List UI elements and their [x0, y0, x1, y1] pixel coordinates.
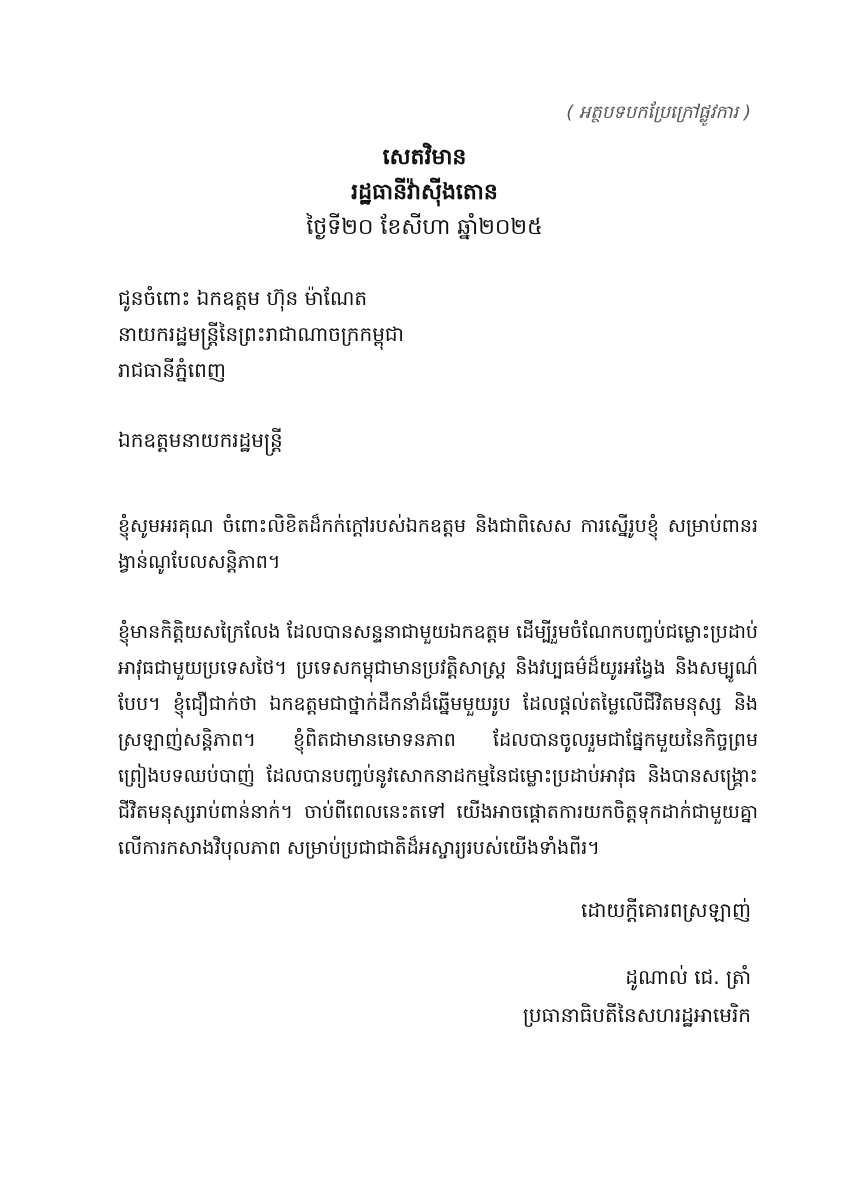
recipient-line-2: នាយករដ្ឋមន្ត្រីនៃព្រះរាជាណាចក្រកម្ពុជា	[118, 322, 404, 346]
salutation: ឯកឧត្តមនាយករដ្ឋមន្ត្រី	[118, 428, 283, 452]
closing-phrase: ដោយក្ដីគោរពស្រឡាញ់	[580, 898, 751, 922]
letter-header	[0, 140, 849, 245]
recipient-line-3: រាជធានីភ្នំពេញ	[118, 358, 226, 382]
header-city: រដ្ឋធានីវ៉ាស៊ីងតោន	[351, 180, 498, 205]
body-paragraph-2: ខ្ញុំមានកិត្តិយសក្រៃលែង ដែលបានសន្ទនាជាមួយឯកឧត្តម ដើម្បីរួមចំណែកបញ្ចប់ជម្លោះប្រដាប់អាវុធជាមួយប្រទេសថៃ។ ប្រទេសកម្ពុជាមានប្រវត្តិសាស្ត្រ និងវប្បធម៌ដ៏យូរអង្វែង និងសម្បូណ៌បែប។ ខ្ញុំជឿជាក់ថា ឯកឧត្តមជាថ្នាក់ដឹកនាំដ៏ឆ្នើមមួយរូប ដែលផ្ដល់តម្លៃលើជីវិតមនុស្ស និងស្រឡាញ់សន្តិភាព។ ខ្ញុំពិតជាមានមោទនភាព ដែលបានចូលរួមជាផ្នែកមួយនៃកិច្ចព្រមព្រៀងបទឈប់បាញ់ ដែលបានបញ្ចប់នូវសោកនាដកម្មនៃជម្លោះប្រដាប់អាវុធ និងបានសង្គ្រោះជីវិតមនុស្សរាប់ពាន់នាក់។ ចាប់ពីពេលនេះតទៅ យើងអាចផ្ដោតការយកចិត្តទុកដាក់ជាមួយគ្នាលើការកសាងវិបុលភាព សម្រាប់ប្រជាជាតិដ៏អស្ចារ្យរបស់យើងទាំងពីរ។	[118, 621, 758, 859]
header-date: ថ្ងៃទី២០ ខែសីហា ឆ្នាំ២០២៥	[306, 215, 543, 240]
signer-title: ប្រធានាធិបតីនៃសហរដ្ឋអាមេរិក	[522, 1003, 751, 1027]
recipient-line-1: ជូនចំពោះ ឯកឧត្តម ហ៊ុន ម៉ាណែត	[118, 286, 368, 310]
signer-name: ដូណាល់ ជេ. ត្រាំ	[625, 965, 751, 989]
translation-note: ( អត្ថបទបកប្រែក្រៅផ្លូវការ )	[566, 102, 751, 123]
body-paragraph-1: ខ្ញុំសូមអរគុណ ចំពោះលិខិតដ៏កក់ក្ដៅរបស់ឯកឧត្តម និងជាពិសេស ការស្នើរូបខ្ញុំ សម្រាប់ពានរង្វាន់ណូបែលសន្តិភាព។	[118, 515, 758, 573]
recipient-block	[118, 280, 404, 388]
header-place: សេតវិមាន	[382, 145, 467, 170]
signature-block	[523, 958, 751, 1034]
